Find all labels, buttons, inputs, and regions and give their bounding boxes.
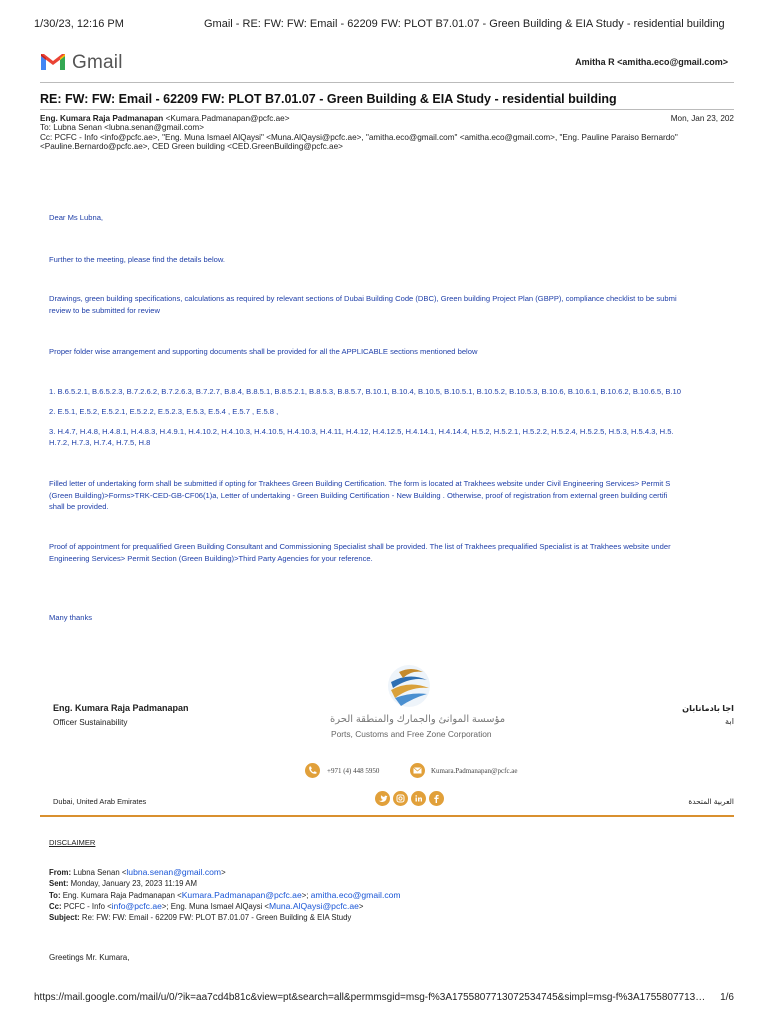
org-name-english: Ports, Customs and Free Zone Corporation (331, 729, 492, 739)
to-label: To: (49, 890, 61, 900)
signature-email: Kumara.Padmanapan@pcfc.ae (431, 767, 518, 775)
cc-email-link-1[interactable]: info@pcfc.ae (111, 901, 162, 912)
thread-subject: RE: FW: FW: Email - 62209 FW: PLOT B7.01.07 - Green Building & EIA Study - residential building (40, 92, 617, 106)
cc-line-2: <Pauline.Bernardo@pcfc.ae>, CED Green building <CED.GreenBuilding@pcfc.ae> (40, 142, 343, 152)
from-end: > (221, 868, 226, 877)
paragraph-5-line-2: Engineering Services> Permit Section (Green Building)>Third Party Agencies for your reference. (49, 554, 373, 563)
to-separator: >; (301, 890, 311, 900)
paragraph-4-line-3: shall be provided. (49, 502, 109, 511)
cc-email-link-2[interactable]: Muna.AlQaysi@pcfc.ae (268, 901, 359, 912)
org-name-arabic: مؤسسة الموانئ والجمارك والمنطقة الحرة (330, 714, 506, 725)
cc-label: Cc: (49, 902, 62, 912)
to-email-link-2[interactable]: amitha.eco@gmail.com (310, 889, 401, 900)
greeting: Greetings Mr. Kumara, (49, 953, 130, 962)
linkedin-icon[interactable] (411, 791, 426, 806)
sent-value: Monday, January 23, 2023 11:19 AM (68, 878, 197, 888)
to-email-link-1[interactable]: Kumara.Padmanapan@pcfc.ae (181, 889, 302, 900)
signature-title: Officer Sustainability (53, 718, 128, 727)
paragraph-4-line-1: Filled letter of undertaking form shall be submitted if opting for Trakhees Green Building Certification. The form is located at Trakhees website under Civil Engineering Services> Permit S (49, 479, 671, 488)
sender-email: <Kumara.Padmanapan@pcfc.ae> (165, 114, 290, 123)
cc-middle: >; Eng. Muna Ismael AlQaysi < (161, 902, 269, 912)
paragraph-4-line-2: (Green Building)>Forms>TRK-CED-GB-CF06(1)a, Letter of undertaking - Green Building Certification - New Building . Otherwise, proof of registration from external green building certifi (49, 491, 668, 500)
list-item-3-line-2: H.7.2, H.7.3, H.7.4, H.7.5, H.8 (49, 438, 151, 447)
sent-label: Sent: (49, 878, 69, 888)
subject-label: Subject: (49, 913, 80, 923)
signature-phone: +971 (4) 448 5950 (327, 767, 380, 775)
instagram-icon[interactable] (393, 791, 408, 806)
paragraph-1: Further to the meeting, please find the details below. (49, 255, 226, 264)
account-label: Amitha R <amitha.eco@gmail.com> (575, 57, 728, 67)
list-item-1: 1. B.6.5.2.1, B.6.5.2.3, B.7.2.6.2, B.7.2.6.3, B.7.2.7, B.8.4, B.8.5.1, B.8.5.2.1, B.8.5.3, B.8.5.7, B.10.1, B.10.4, B.10.5, B.10.5.1, B.10.5.2, B.10.5.3, B.10.6, B.10.6.1, B.10.6.2, B.10.6.5, B.10 (49, 387, 681, 396)
subject-divider (40, 109, 734, 110)
list-item-2: 2. E.5.1, E.5.2, E.5.2.1, E.5.2.2, E.5.2.3, E.5.3, E.5.4 , E.5.7 , E.5.8 , (49, 407, 279, 416)
to-line: To: Lubna Senan <lubna.senan@gmail.com> (40, 123, 204, 133)
print-doc-title: Gmail - RE: FW: FW: Email - 62209 FW: PLOT B7.01.07 - Green Building & EIA Study - residential building (204, 18, 725, 30)
email-icon (410, 763, 425, 778)
cc-end: > (358, 902, 364, 912)
signature-divider (40, 815, 734, 817)
paragraph-2-line-2: review to be submitted for review (49, 306, 160, 315)
from-label: From: (49, 868, 72, 877)
closing: Many thanks (49, 613, 93, 622)
paragraph-5-line-1: Proof of appointment for prequalified Green Building Consultant and Commissioning Specialist shall be provided. The list of Trakhees prequalified Specialist is at Trakhees website under (49, 542, 671, 551)
disclaimer-link[interactable]: DISCLAIMER (49, 838, 96, 847)
gmail-wordmark: Gmail (72, 52, 123, 73)
pcfc-logo-icon (385, 662, 433, 710)
cc-line-1: Cc: PCFC - Info <info@pcfc.ae>, "Eng. Muna Ismael AlQaysi" <Muna.AlQaysi@pcfc.ae>, "amitha.eco@gmail.com" <amitha.eco@gmail.com>, "Eng. Pauline Paraiso Bernardo" (40, 132, 678, 142)
print-datetime: 1/30/23, 12:16 PM (34, 18, 124, 30)
message-date: Mon, Jan 23, 202 (670, 114, 734, 123)
forwarded-header (49, 867, 401, 924)
signature-name: Eng. Kumara Raja Padmanapan (53, 703, 189, 713)
signature-location: Dubai, United Arab Emirates (53, 797, 147, 806)
gmail-logo-icon (40, 52, 66, 72)
from-email-link[interactable]: lubna.senan@gmail.com (126, 867, 222, 877)
salutation: Dear Ms Lubna, (49, 213, 104, 222)
footer-url: https://mail.google.com/mail/u/0/?ik=aa7cd4b81c&view=pt&search=all&permmsgid=msg-f%3A1755807713072534745&simpl=msg-f%3A1755807713… (34, 992, 706, 1003)
header-divider (40, 82, 734, 83)
signature-location-arabic: العربية المتحدة (688, 797, 734, 806)
sender-name: Eng. Kumara Raja Padmanapan (40, 114, 164, 123)
subject-value: Re: FW: FW: Email - 62209 FW: PLOT B7.01.07 - Green Building & EIA Study (79, 913, 352, 923)
paragraph-2-line-1: Drawings, green building specifications, calculations as required by relevant sections of Dubai Building Code (DBC), Green building Project Plan (GBPP), compliance checklist to be submi (49, 294, 677, 303)
from-name: Lubna Senan < (71, 868, 127, 877)
message-header (40, 114, 734, 152)
list-item-3-line-1: 3. H.4.7, H.4.8, H.4.8.1, H.4.8.3, H.4.9.1, H.4.10.2, H.4.10.3, H.4.10.5, H.4.10.3, H.4.11, H.4.12, H.4.12.5, H.4.14.1, H.4.14.4, H.5.2, H.5.2.1, H.5.2.2, H.5.2.4, H.5.2.5, H.5.3, H.5.4.3, H.5. (49, 427, 674, 436)
signature-title-arabic: ابة (725, 717, 734, 726)
phone-icon (305, 763, 320, 778)
to-name: Eng. Kumara Raja Padmanapan < (60, 890, 182, 900)
paragraph-3: Proper folder wise arrangement and supporting documents shall be provided for all the APPLICABLE sections mentioned below (49, 347, 478, 356)
cc-text: PCFC - Info < (61, 902, 112, 912)
page-number: 1/6 (720, 992, 734, 1003)
signature-name-arabic: اجا بادمانابان (682, 704, 734, 713)
facebook-icon[interactable] (429, 791, 444, 806)
twitter-icon[interactable] (375, 791, 390, 806)
